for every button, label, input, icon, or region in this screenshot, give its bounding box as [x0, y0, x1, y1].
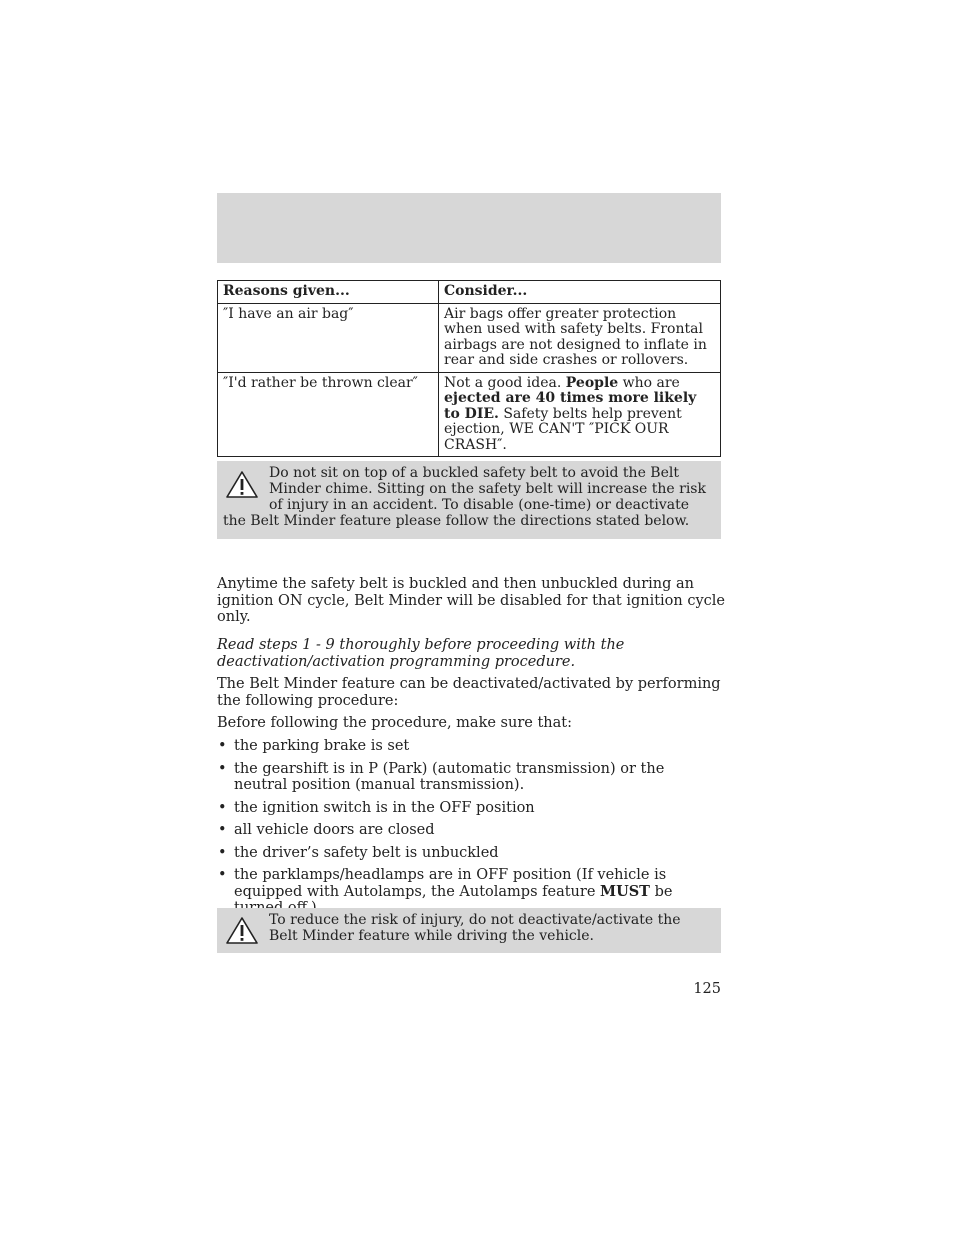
column-header-consider: Consider... [439, 281, 721, 304]
column-header-reasons: Reasons given... [218, 281, 439, 304]
consider-text: Not a good idea. [444, 374, 566, 391]
consider-cell: Air bags offer greater protection when used with safety belts. Frontal airbags are not designed to inflate in rear and side crashes or rollovers. [439, 303, 721, 372]
list-item: • all vehicle doors are closed [217, 822, 721, 839]
list-item: • the gearshift is in P (Park) (automatic transmission) or the neutral position (manual transmission). [217, 761, 721, 794]
warning-triangle-icon [225, 916, 259, 945]
consider-bold: ejected are 40 times more likely to DIE. [444, 390, 697, 422]
table-row [218, 303, 721, 372]
list-item-text: be [654, 883, 673, 900]
table-header-row [218, 281, 721, 304]
header-band [217, 193, 721, 263]
reasons-table [217, 280, 721, 457]
list-item: • the parking brake is set [217, 738, 721, 755]
table-row [218, 372, 721, 457]
list-item: • the ignition switch is in the OFF position [217, 800, 721, 817]
page-number: 125 [693, 981, 721, 997]
precondition-list [217, 738, 721, 923]
belt-minder-disable-text: Anytime the safety belt is buckled and then unbuckled during an ignition ON cycle, Belt Minder will be disabled for that ignition cycle only. [217, 576, 726, 625]
warning-text: Do not sit on top of a buckled safety belt to avoid the Belt Minder chime. Sitting on the safety belt will increase the risk of injury in an accident. To disable (one-time) or deactivate the Belt Minder feature please follow the directions stated below. [223, 465, 706, 529]
reason-cell: ″I have an air bag″ [218, 303, 439, 372]
list-item: • the driver’s safety belt is unbuckled [217, 845, 721, 862]
warning-triangle-icon [225, 470, 259, 499]
procedure-precondition-text: Before following the procedure, make sure that: [217, 715, 572, 731]
read-steps-note: Read steps 1 - 9 thoroughly before proceeding with the deactivation/activation programming procedure. [217, 637, 625, 670]
list-item-text: the parklamps/headlamps are in OFF position (If vehicle is equipped with Autolamps, the Autolamps feature [234, 867, 667, 900]
warning-text: To reduce the risk of injury, do not deactivate/activate the Belt Minder feature while driving the vehicle. [269, 912, 681, 944]
procedure-intro-text: The Belt Minder feature can be deactivated/activated by performing the following procedure: [217, 676, 721, 709]
warning-box [217, 908, 721, 953]
reason-cell: ″I'd rather be thrown clear″ [218, 372, 439, 457]
consider-cell [439, 372, 721, 457]
consider-text: Safety belts help prevent ejection, WE CAN'T ″PICK OUR CRASH″. [444, 405, 682, 453]
warning-box [217, 461, 721, 539]
list-item-bold: MUST [600, 882, 650, 900]
consider-bold: People [565, 374, 619, 391]
consider-text: who are [618, 374, 680, 391]
